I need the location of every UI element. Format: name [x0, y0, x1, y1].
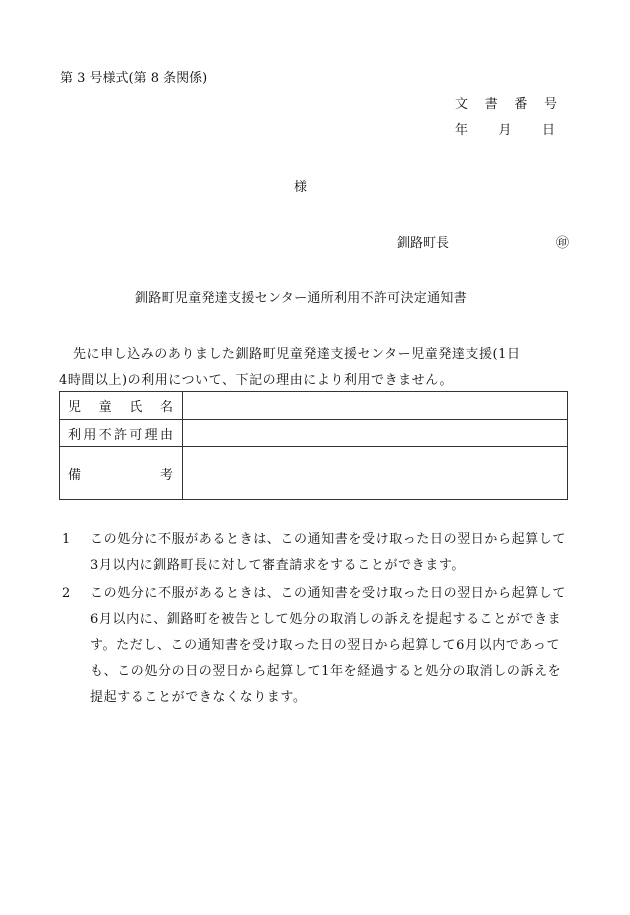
doc-number-char: 番	[514, 97, 528, 112]
label-char: 名	[159, 400, 173, 415]
label-char: 由	[159, 427, 173, 443]
note-text: この処分に不服があるときは、この通知書を受け取った日の翌日から起算して6月以内に、釧路町を被告として処分の取消しの訴えを提起することができます。ただし、この通知書を受け取った日の翌日から起算して6月以内であっても、この処分の日の翌日から起算して1年を経過すると処分の取消しの訴えを提起することができなくなります。	[90, 586, 567, 705]
date-day: 日	[541, 123, 555, 138]
remarks-value[interactable]	[183, 447, 568, 500]
label-char: 童	[98, 400, 112, 415]
body-line-1: 先に申し込みのありました釧路町児童発達支援センター児童発達支援(1日	[73, 347, 521, 362]
label-char: 考	[159, 467, 173, 483]
addressee-suffix: 様	[294, 180, 308, 195]
info-table	[59, 391, 568, 500]
document-number-label	[455, 98, 557, 111]
note-number: 1	[62, 532, 71, 547]
label-char: 氏	[129, 400, 143, 415]
label-cell	[60, 420, 183, 447]
table-row-child-name	[60, 392, 568, 420]
reason-value[interactable]	[183, 420, 568, 447]
label-char: 児	[68, 400, 82, 415]
label-char: 用	[83, 427, 97, 443]
form-number: 第 3 号様式(第 8 条関係)	[60, 71, 208, 86]
label-cell	[60, 447, 183, 500]
child-name-value[interactable]	[183, 392, 568, 420]
doc-number-char: 書	[484, 97, 498, 112]
label-char: 理	[144, 427, 158, 443]
issuer-title: 釧路町長	[397, 236, 450, 251]
doc-number-char: 号	[543, 97, 557, 112]
seal-mark: ㊞	[556, 236, 570, 251]
note-text: この処分に不服があるときは、この通知書を受け取った日の翌日から起算して3月以内に釧路町長に対して審査請求をすることができます。	[90, 532, 567, 573]
body-text	[59, 342, 571, 394]
label-char: 可	[129, 427, 143, 443]
date-month: 月	[498, 123, 512, 138]
note-item	[62, 581, 572, 711]
label-char: 許	[113, 427, 127, 443]
note-item	[62, 527, 572, 579]
date-label	[455, 124, 555, 137]
date-year: 年	[455, 123, 469, 138]
note-number: 2	[62, 586, 71, 601]
table-row-reason	[60, 420, 568, 447]
label-char: 利	[68, 427, 82, 443]
document-title: 釧路町児童発達支援センター通所利用不許可決定通知書	[135, 291, 467, 306]
label-char: 不	[98, 427, 112, 443]
label-cell	[60, 392, 183, 420]
label-char: 備	[68, 467, 82, 483]
doc-number-char: 文	[455, 97, 469, 112]
body-line-2: 4時間以上)の利用について、下記の理由により利用できません。	[59, 373, 454, 388]
table-row-remarks	[60, 447, 568, 500]
notes-list	[62, 527, 572, 713]
